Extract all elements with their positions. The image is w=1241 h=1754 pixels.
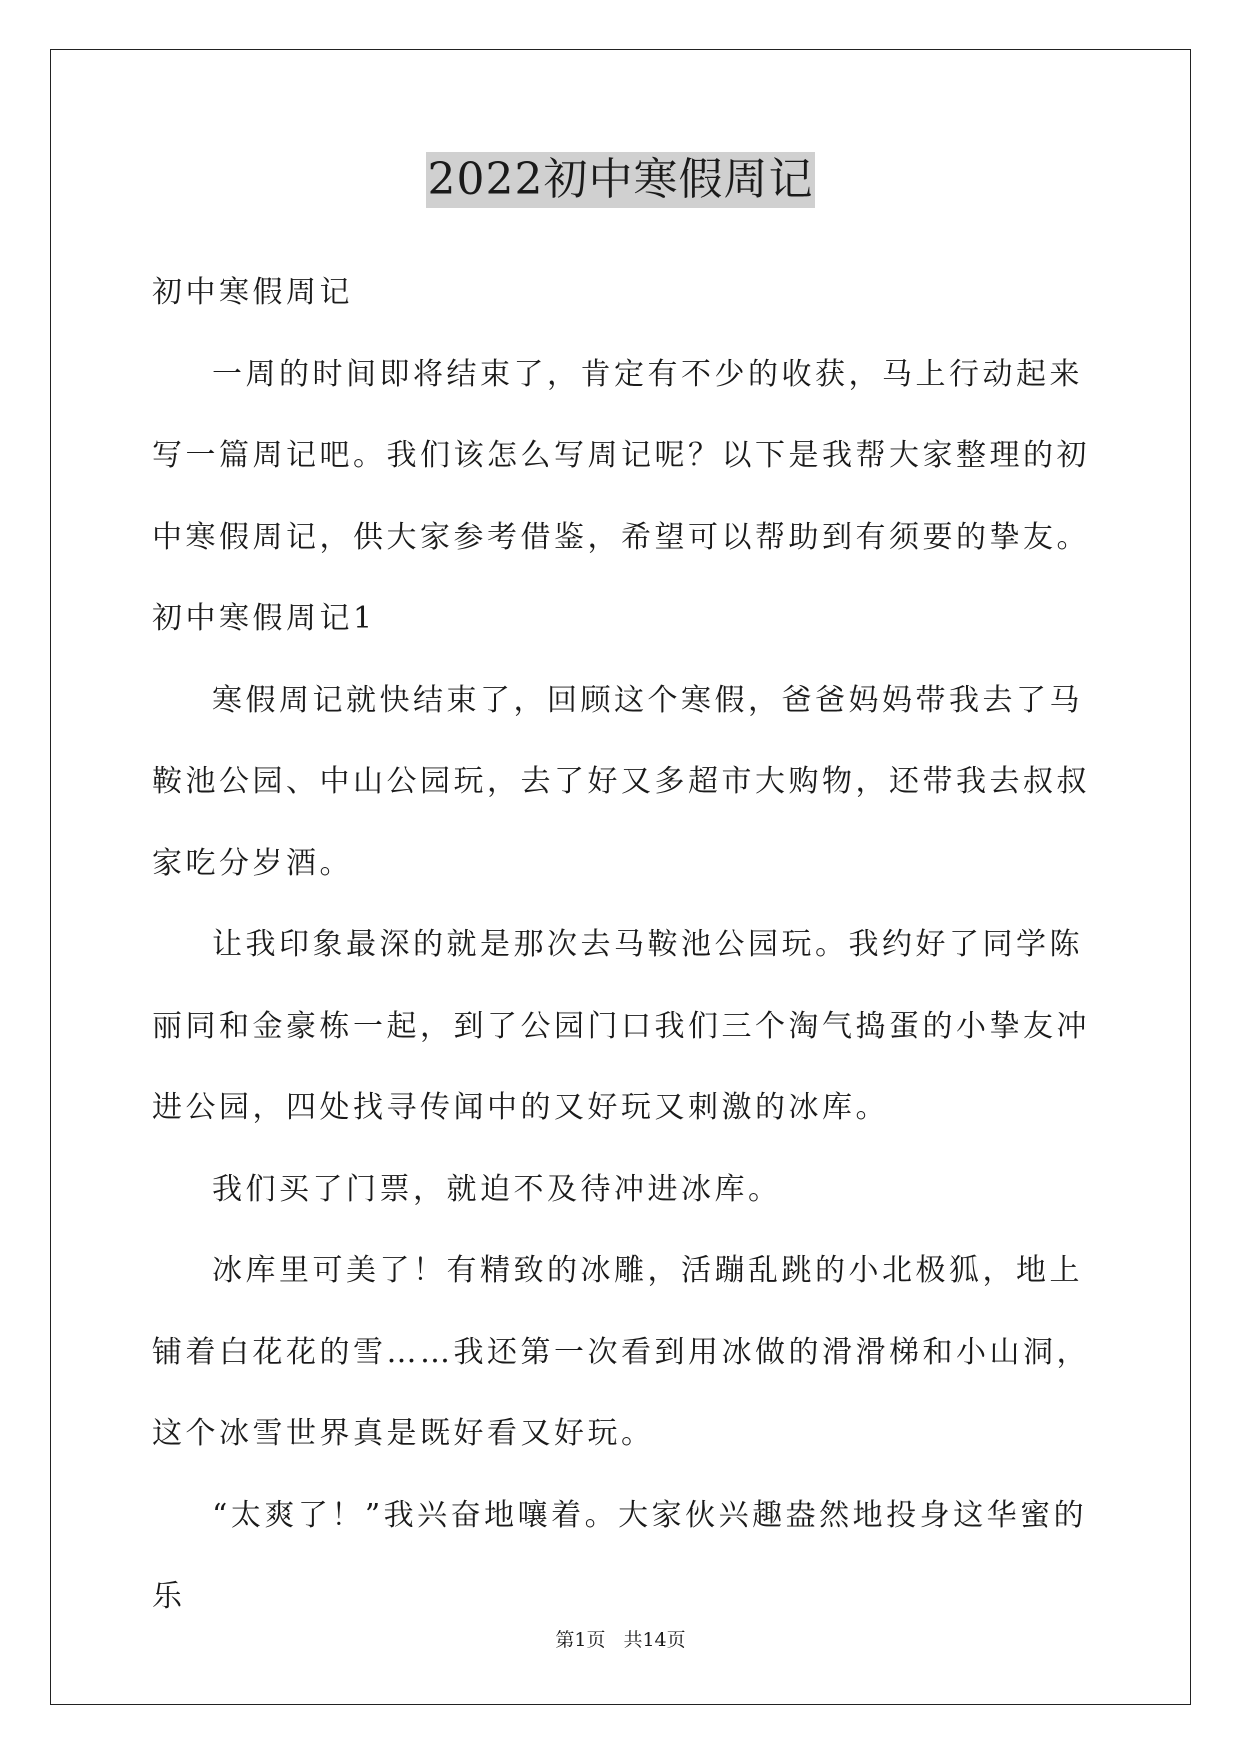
- paragraph: 冰库里可美了！有精致的冰雕，活蹦乱跳的小北极狐，地上铺着白花花的雪……我还第一次看到用冰做的滑滑梯和小山洞，这个冰雪世界真是既好看又好玩。: [152, 1253, 1090, 1451]
- document-title: 2022初中寒假周记: [426, 152, 816, 208]
- paragraph: 我们买了门票，就迫不及待冲进冰库。: [212, 1171, 782, 1207]
- page-total: 共14页: [623, 1629, 686, 1651]
- page-footer: [0, 1628, 1241, 1652]
- section-heading: 初中寒假周记1: [152, 601, 376, 636]
- paragraph: 寒假周记就快结束了，回顾这个寒假，爸爸妈妈带我去了马鞍池公园、中山公园玩，去了好又多超市大购物，还带我去叔叔家吃分岁酒。: [152, 682, 1090, 881]
- paragraph: “太爽了！”我兴奋地嚷着。大家伙兴趣盎然地投身这华蜜的乐: [152, 1497, 1088, 1614]
- paragraph: 一周的时间即将结束了，肯定有不少的收获，马上行动起来写一篇周记吧。我们该怎么写周记呢？以下是我帮大家整理的初中寒假周记，供大家参考借鉴，希望可以帮助到有须要的挚友。: [152, 356, 1090, 555]
- paragraph: 让我印象最深的就是那次去马鞍池公园玩。我约好了同学陈丽同和金豪栋一起，到了公园门口我们三个淘气捣蛋的小挚友冲进公园，四处找寻传闻中的又好玩又刺激的冰库。: [152, 927, 1090, 1125]
- title-container: [0, 152, 1241, 208]
- page-number: 第1页: [555, 1629, 606, 1651]
- section-heading: 初中寒假周记: [152, 275, 353, 310]
- document-body: [152, 252, 1097, 1638]
